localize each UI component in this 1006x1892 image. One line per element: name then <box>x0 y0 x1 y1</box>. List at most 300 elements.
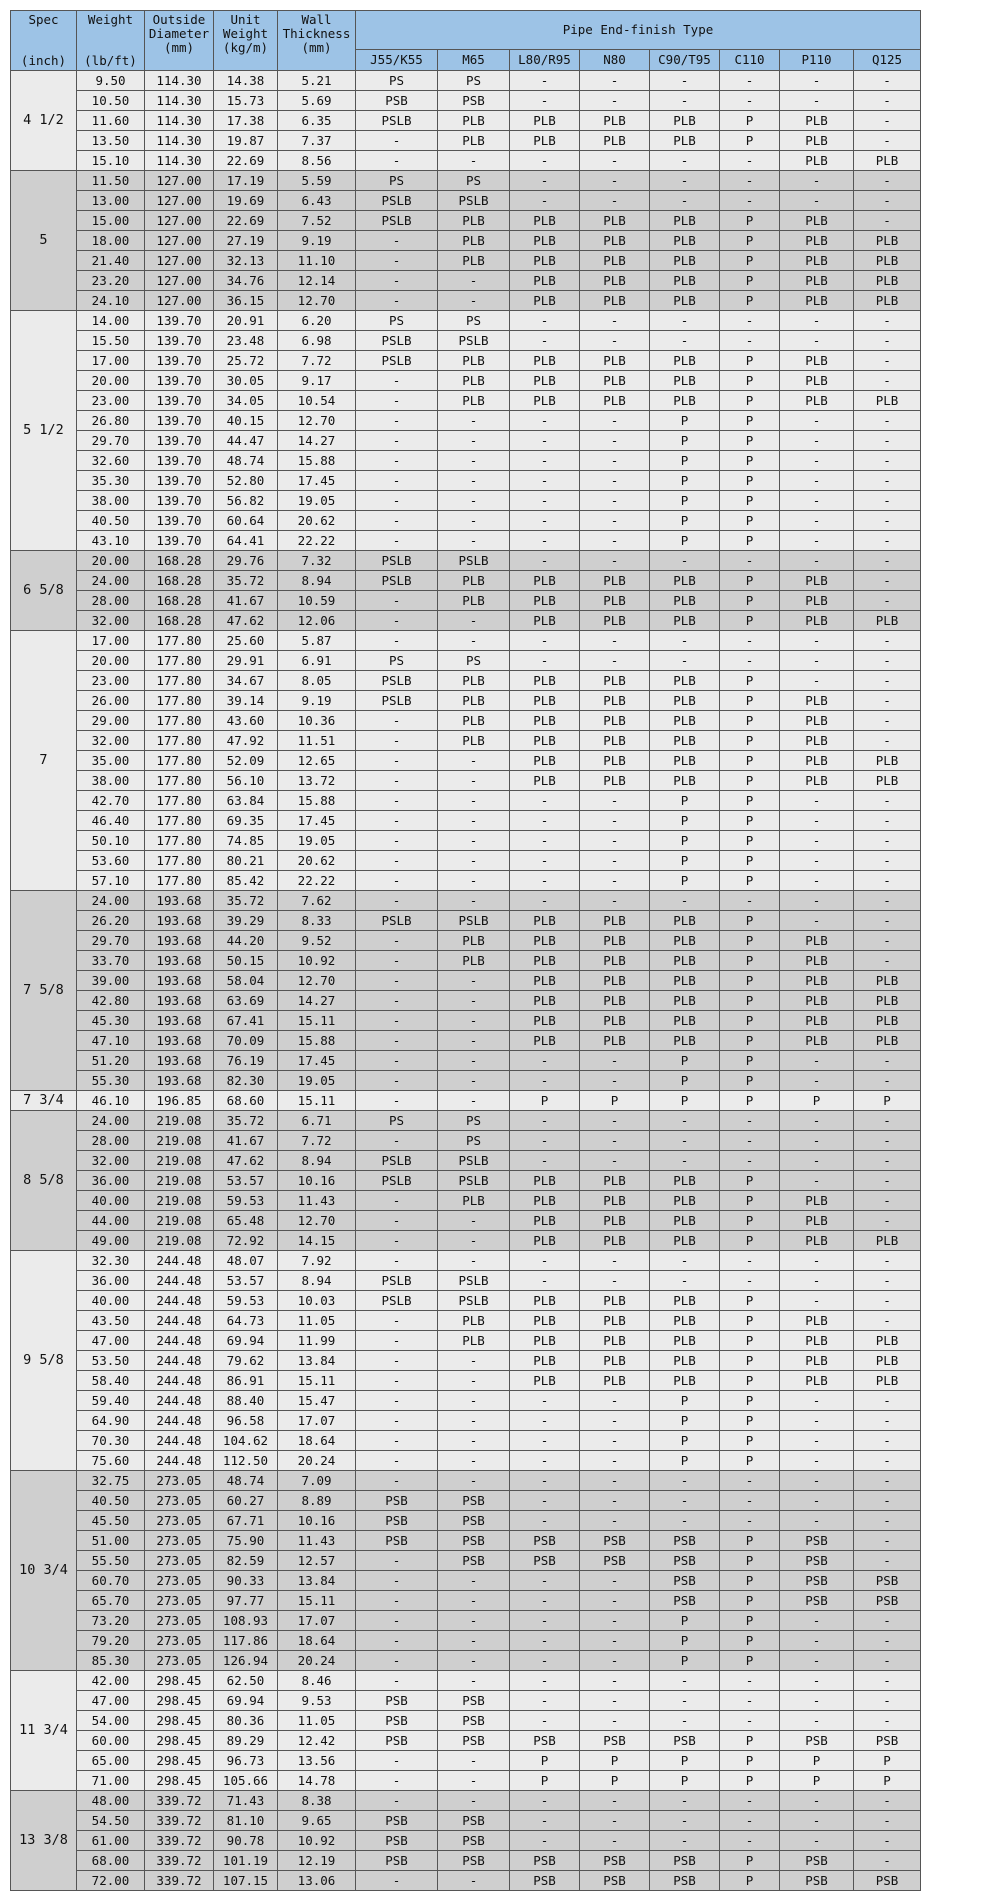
table-cell: - <box>438 1671 510 1691</box>
table-cell: PSB <box>580 1851 650 1871</box>
table-row <box>11 1551 921 1571</box>
table-cell: 273.05 <box>145 1471 214 1491</box>
table-cell: PSLB <box>356 911 438 931</box>
header-grade: P110 <box>780 50 854 71</box>
table-cell: PLB <box>580 1011 650 1031</box>
table-cell: P <box>720 1631 780 1651</box>
table-cell: PLB <box>650 231 720 251</box>
table-cell: P <box>720 1531 780 1551</box>
table-cell: 273.05 <box>145 1571 214 1591</box>
table-row <box>11 1151 921 1171</box>
table-cell: - <box>580 1131 650 1151</box>
table-cell: PS <box>438 1131 510 1151</box>
table-cell: P <box>720 1651 780 1671</box>
table-cell: P <box>720 1551 780 1571</box>
table-cell: 46.10 <box>77 1091 145 1111</box>
table-cell: - <box>854 1471 921 1491</box>
table-cell: PSLB <box>356 1171 438 1191</box>
table-row <box>11 1131 921 1151</box>
table-cell: - <box>720 651 780 671</box>
table-cell: - <box>650 71 720 91</box>
table-cell: 19.69 <box>214 191 278 211</box>
table-cell: 8.46 <box>278 1671 356 1691</box>
table-cell: 25.60 <box>214 631 278 651</box>
table-cell: 47.10 <box>77 1031 145 1051</box>
table-cell: - <box>854 1791 921 1811</box>
spec-cell: 5 <box>11 171 77 311</box>
table-cell: - <box>780 1791 854 1811</box>
table-row <box>11 1871 921 1891</box>
table-cell: 82.59 <box>214 1551 278 1571</box>
table-cell: PLB <box>650 771 720 791</box>
table-cell: 6.91 <box>278 651 356 671</box>
table-cell: - <box>438 1031 510 1051</box>
table-cell: - <box>580 1451 650 1471</box>
table-cell: P <box>720 711 780 731</box>
table-cell: P <box>650 1431 720 1451</box>
table-cell: - <box>510 1491 580 1511</box>
table-cell: - <box>854 71 921 91</box>
table-row <box>11 1451 921 1471</box>
table-cell: 58.04 <box>214 971 278 991</box>
table-cell: PLB <box>650 251 720 271</box>
table-cell: 8.94 <box>278 571 356 591</box>
table-cell: - <box>510 151 580 171</box>
table-cell: - <box>720 1271 780 1291</box>
table-cell: P <box>720 791 780 811</box>
table-cell: 14.15 <box>278 1231 356 1251</box>
table-cell: P <box>650 1091 720 1111</box>
table-cell: - <box>356 1551 438 1571</box>
table-cell: 8.94 <box>278 1271 356 1291</box>
table-cell: PLB <box>580 211 650 231</box>
table-row <box>11 891 921 911</box>
spec-cell: 4 1/2 <box>11 71 77 171</box>
table-cell: 79.62 <box>214 1351 278 1371</box>
table-cell: P <box>720 511 780 531</box>
table-cell: - <box>356 451 438 471</box>
table-cell: 68.60 <box>214 1091 278 1111</box>
table-cell: - <box>356 711 438 731</box>
table-cell: - <box>356 731 438 751</box>
table-cell: - <box>510 431 580 451</box>
table-cell: PLB <box>650 751 720 771</box>
table-cell: - <box>854 1191 921 1211</box>
table-cell: PLB <box>650 371 720 391</box>
table-cell: PSLB <box>438 191 510 211</box>
table-cell: 40.15 <box>214 411 278 431</box>
table-cell: - <box>580 1611 650 1631</box>
table-cell: - <box>854 671 921 691</box>
table-cell: - <box>650 891 720 911</box>
table-row <box>11 1611 921 1631</box>
table-cell: 13.72 <box>278 771 356 791</box>
table-cell: 139.70 <box>145 491 214 511</box>
table-cell: P <box>720 911 780 931</box>
table-row <box>11 1651 921 1671</box>
table-cell: - <box>438 1791 510 1811</box>
table-cell: - <box>438 611 510 631</box>
table-cell: - <box>720 1491 780 1511</box>
table-cell: 193.68 <box>145 891 214 911</box>
table-cell: P <box>720 851 780 871</box>
table-cell: PSLB <box>438 1291 510 1311</box>
table-cell: 9.65 <box>278 1811 356 1831</box>
table-cell: PLB <box>510 931 580 951</box>
header-grade: Q125 <box>854 50 921 71</box>
table-row <box>11 291 921 311</box>
table-cell: 72.92 <box>214 1231 278 1251</box>
table-cell: - <box>720 71 780 91</box>
table-cell: - <box>510 171 580 191</box>
table-cell: - <box>580 1151 650 1171</box>
table-cell: - <box>580 91 650 111</box>
table-cell: PLB <box>780 1011 854 1031</box>
table-cell: P <box>720 871 780 891</box>
table-cell: 54.50 <box>77 1811 145 1831</box>
table-cell: PSB <box>854 1731 921 1751</box>
table-cell: 75.90 <box>214 1531 278 1551</box>
table-cell: 139.70 <box>145 331 214 351</box>
table-cell: PLB <box>854 231 921 251</box>
table-cell: PSB <box>650 1591 720 1611</box>
header-spec-unit: (inch) <box>20 53 67 68</box>
table-cell: PLB <box>510 271 580 291</box>
table-cell: 5.59 <box>278 171 356 191</box>
table-cell: - <box>780 1131 854 1151</box>
table-cell: PSB <box>356 1811 438 1831</box>
table-cell: 20.62 <box>278 511 356 531</box>
table-cell: - <box>438 631 510 651</box>
table-cell: - <box>780 91 854 111</box>
table-cell: - <box>650 1111 720 1131</box>
table-cell: PLB <box>650 911 720 931</box>
table-cell: 12.70 <box>278 291 356 311</box>
table-cell: PLB <box>510 1291 580 1311</box>
table-cell: 11.43 <box>278 1191 356 1211</box>
table-cell: PLB <box>780 211 854 231</box>
table-cell: 177.80 <box>145 791 214 811</box>
table-cell: PS <box>356 651 438 671</box>
table-cell: 36.00 <box>77 1271 145 1291</box>
table-cell: P <box>720 1591 780 1611</box>
table-cell: 39.00 <box>77 971 145 991</box>
table-cell: P <box>854 1091 921 1111</box>
table-cell: 42.70 <box>77 791 145 811</box>
table-cell: P <box>720 1031 780 1051</box>
table-cell: - <box>356 1751 438 1771</box>
table-cell: - <box>356 1231 438 1251</box>
table-cell: PLB <box>438 351 510 371</box>
table-cell: 60.00 <box>77 1731 145 1751</box>
table-cell: 14.27 <box>278 431 356 451</box>
table-row <box>11 251 921 271</box>
table-cell: 96.73 <box>214 1751 278 1771</box>
table-cell: P <box>720 1231 780 1251</box>
table-row <box>11 511 921 531</box>
table-cell: PLB <box>854 1011 921 1031</box>
table-cell: PLB <box>780 151 854 171</box>
table-cell: PLB <box>438 731 510 751</box>
table-row <box>11 1751 921 1771</box>
table-cell: PLB <box>650 991 720 1011</box>
table-cell: P <box>720 1871 780 1891</box>
table-cell: - <box>510 1051 580 1071</box>
table-cell: - <box>720 311 780 331</box>
table-cell: - <box>438 1431 510 1451</box>
table-cell: PLB <box>780 591 854 611</box>
table-cell: 23.00 <box>77 671 145 691</box>
header-grade: J55/K55 <box>356 50 438 71</box>
table-cell: PLB <box>780 271 854 291</box>
table-cell: P <box>720 1611 780 1631</box>
table-cell: PSB <box>438 91 510 111</box>
table-cell: - <box>854 711 921 731</box>
table-cell: 20.91 <box>214 311 278 331</box>
table-cell: - <box>580 1691 650 1711</box>
table-cell: P <box>720 1191 780 1211</box>
table-cell: PLB <box>510 911 580 931</box>
table-cell: P <box>720 571 780 591</box>
table-cell: 47.00 <box>77 1691 145 1711</box>
table-cell: PS <box>356 311 438 331</box>
table-cell: - <box>438 771 510 791</box>
table-cell: - <box>356 371 438 391</box>
table-cell: 40.00 <box>77 1291 145 1311</box>
table-cell: P <box>720 291 780 311</box>
table-cell: PSLB <box>438 1151 510 1171</box>
table-cell: PLB <box>854 971 921 991</box>
table-cell: 139.70 <box>145 511 214 531</box>
table-cell: PLB <box>650 611 720 631</box>
table-cell: PLB <box>580 131 650 151</box>
table-cell: - <box>780 651 854 671</box>
table-cell: PLB <box>580 671 650 691</box>
table-cell: PSB <box>650 1731 720 1751</box>
table-cell: PLB <box>650 1351 720 1371</box>
table-cell: - <box>356 1411 438 1431</box>
table-row <box>11 171 921 191</box>
table-cell: 12.06 <box>278 611 356 631</box>
table-cell: 43.60 <box>214 711 278 731</box>
table-cell: 8.56 <box>278 151 356 171</box>
table-cell: 9.52 <box>278 931 356 951</box>
table-cell: - <box>854 1251 921 1271</box>
table-cell: P <box>720 131 780 151</box>
table-cell: 219.08 <box>145 1171 214 1191</box>
table-cell: PLB <box>510 371 580 391</box>
table-cell: PLB <box>650 1031 720 1051</box>
table-cell: - <box>650 171 720 191</box>
table-cell: - <box>580 331 650 351</box>
table-cell: 11.10 <box>278 251 356 271</box>
table-cell: P <box>720 951 780 971</box>
table-cell: 60.64 <box>214 511 278 531</box>
table-cell: - <box>650 1711 720 1731</box>
table-cell: 47.00 <box>77 1331 145 1351</box>
table-cell: 244.48 <box>145 1371 214 1391</box>
table-cell: PSLB <box>438 1171 510 1191</box>
table-cell: P <box>650 511 720 531</box>
table-cell: - <box>580 1811 650 1831</box>
table-cell: P <box>580 1771 650 1791</box>
table-cell: PLB <box>510 1311 580 1331</box>
table-cell: 41.67 <box>214 591 278 611</box>
table-cell: PLB <box>780 971 854 991</box>
table-cell: PLB <box>580 691 650 711</box>
table-cell: - <box>720 1811 780 1831</box>
table-cell: 114.30 <box>145 131 214 151</box>
table-cell: 65.48 <box>214 1211 278 1231</box>
table-cell: - <box>854 951 921 971</box>
table-cell: - <box>720 1251 780 1271</box>
table-body <box>11 71 921 1891</box>
table-cell: P <box>720 1091 780 1111</box>
table-cell: 177.80 <box>145 711 214 731</box>
table-cell: - <box>438 1471 510 1491</box>
table-cell: P <box>720 1771 780 1791</box>
table-cell: P <box>650 1451 720 1471</box>
table-cell: 177.80 <box>145 671 214 691</box>
header-wall-thickness: Wall Thickness (mm) <box>278 11 356 71</box>
table-cell: - <box>438 151 510 171</box>
table-cell: - <box>580 1651 650 1671</box>
table-row <box>11 1231 921 1251</box>
table-row <box>11 1331 921 1351</box>
table-cell: - <box>854 1671 921 1691</box>
table-cell: 36.00 <box>77 1171 145 1191</box>
table-cell: - <box>510 1611 580 1631</box>
table-cell: - <box>356 151 438 171</box>
table-cell: PLB <box>650 1311 720 1331</box>
table-cell: 19.05 <box>278 1071 356 1091</box>
table-cell: - <box>356 991 438 1011</box>
table-row <box>11 1571 921 1591</box>
table-cell: 193.68 <box>145 911 214 931</box>
table-cell: - <box>780 1151 854 1171</box>
table-cell: - <box>854 511 921 531</box>
table-cell: 74.85 <box>214 831 278 851</box>
table-row <box>11 1491 921 1511</box>
table-cell: - <box>780 1511 854 1531</box>
header-outside-diameter: Outside Diameter (mm) <box>145 11 214 71</box>
table-cell: PLB <box>510 351 580 371</box>
table-cell: PSB <box>650 1571 720 1591</box>
table-cell: PLB <box>650 351 720 371</box>
table-cell: 39.29 <box>214 911 278 931</box>
table-cell: - <box>650 331 720 351</box>
table-cell: - <box>580 451 650 471</box>
table-row <box>11 491 921 511</box>
table-cell: - <box>510 471 580 491</box>
table-cell: P <box>720 211 780 231</box>
table-cell: 17.19 <box>214 171 278 191</box>
table-row <box>11 831 921 851</box>
table-cell: 42.00 <box>77 1671 145 1691</box>
table-cell: 244.48 <box>145 1391 214 1411</box>
table-cell: PLB <box>780 611 854 631</box>
table-cell: 177.80 <box>145 651 214 671</box>
table-cell: PLB <box>650 571 720 591</box>
table-cell: PLB <box>780 231 854 251</box>
table-row <box>11 1411 921 1431</box>
table-row <box>11 531 921 551</box>
table-cell: 127.00 <box>145 291 214 311</box>
table-cell: P <box>650 451 720 471</box>
table-cell: - <box>580 1251 650 1271</box>
header-weight-label: Weight <box>87 12 134 27</box>
table-cell: - <box>580 891 650 911</box>
table-cell: - <box>356 971 438 991</box>
table-row <box>11 451 921 471</box>
table-cell: 52.80 <box>214 471 278 491</box>
table-cell: - <box>580 1571 650 1591</box>
table-cell: 81.10 <box>214 1811 278 1831</box>
table-cell: - <box>510 1691 580 1711</box>
table-cell: P <box>650 831 720 851</box>
table-cell: - <box>780 851 854 871</box>
table-cell: - <box>650 551 720 571</box>
table-cell: PSLB <box>438 911 510 931</box>
table-cell: 35.72 <box>214 891 278 911</box>
table-cell: P <box>650 1751 720 1771</box>
table-cell: 32.75 <box>77 1471 145 1491</box>
table-cell: - <box>438 1011 510 1031</box>
table-cell: 50.15 <box>214 951 278 971</box>
table-cell: 24.00 <box>77 1111 145 1131</box>
table-cell: - <box>356 1191 438 1211</box>
table-cell: 55.30 <box>77 1071 145 1091</box>
table-cell: - <box>780 431 854 451</box>
header-grade: C110 <box>720 50 780 71</box>
table-cell: 51.00 <box>77 1531 145 1551</box>
table-row <box>11 851 921 871</box>
table-cell: - <box>780 891 854 911</box>
table-cell: 193.68 <box>145 1071 214 1091</box>
table-cell: PLB <box>510 571 580 591</box>
table-cell: PLB <box>650 1191 720 1211</box>
table-cell: PSB <box>438 1851 510 1871</box>
table-cell: 273.05 <box>145 1551 214 1571</box>
table-row <box>11 1811 921 1831</box>
table-cell: - <box>510 1811 580 1831</box>
table-cell: PLB <box>510 991 580 1011</box>
table-cell: - <box>780 1491 854 1511</box>
table-row <box>11 311 921 331</box>
table-row <box>11 471 921 491</box>
table-cell: PLB <box>580 1311 650 1331</box>
table-cell: - <box>780 811 854 831</box>
table-cell: - <box>438 791 510 811</box>
table-cell: - <box>854 551 921 571</box>
table-cell: - <box>356 851 438 871</box>
table-cell: 55.50 <box>77 1551 145 1571</box>
table-cell: - <box>356 1791 438 1811</box>
table-row <box>11 691 921 711</box>
table-cell: PS <box>356 171 438 191</box>
table-cell: PLB <box>650 1371 720 1391</box>
table-cell: 193.68 <box>145 971 214 991</box>
table-cell: - <box>650 1251 720 1271</box>
table-cell: - <box>580 531 650 551</box>
table-cell: PLB <box>438 931 510 951</box>
table-cell: 15.50 <box>77 331 145 351</box>
table-cell: 105.66 <box>214 1771 278 1791</box>
table-cell: PLB <box>780 251 854 271</box>
table-cell: - <box>438 1871 510 1891</box>
header-grade: L80/R95 <box>510 50 580 71</box>
table-cell: - <box>720 331 780 351</box>
